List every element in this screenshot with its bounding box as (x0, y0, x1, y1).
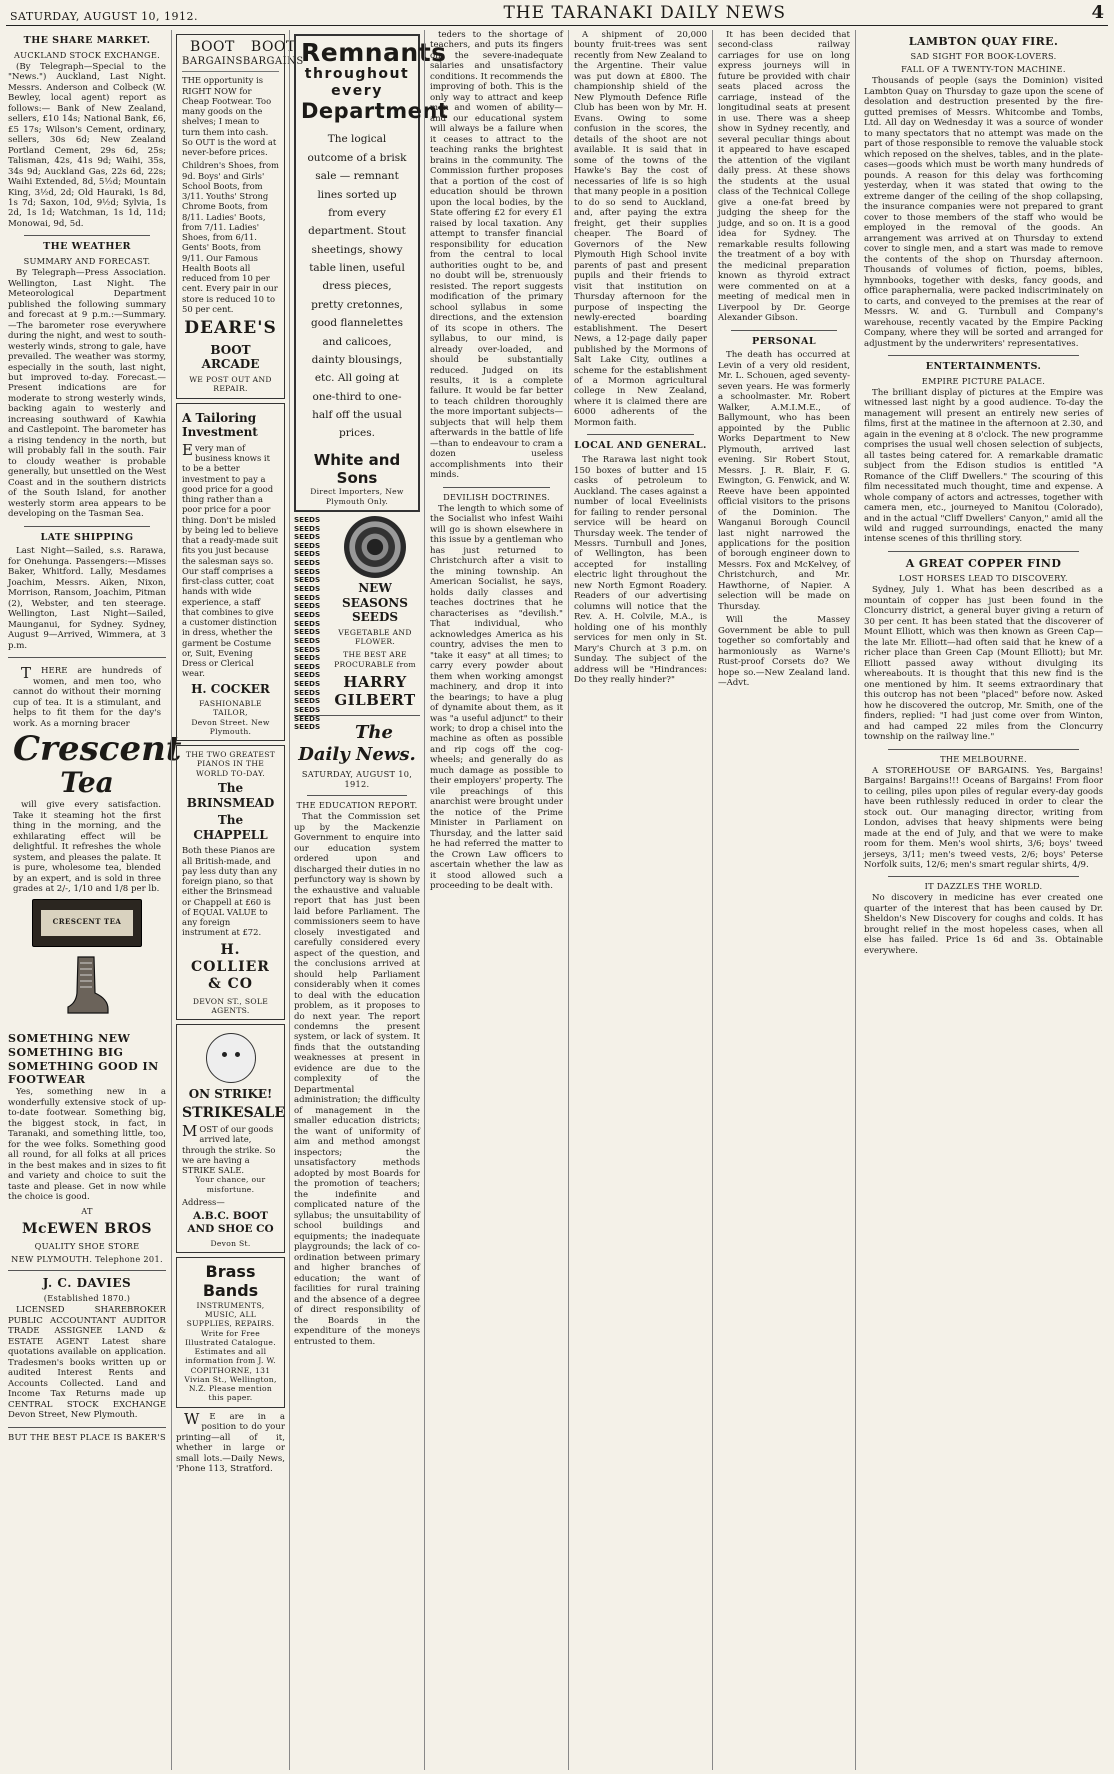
divider (888, 876, 1079, 877)
seeds-vegetable: VEGETABLE AND FLOWER. (338, 627, 412, 647)
paper-name: THE TARANAKI DAILY NEWS (503, 3, 787, 23)
footwear-text: Yes, something new in a wonderfully extensive stock of up-to-date footwear. Something big, the biggest stock, in fact, in Taranaki, and something little, too, for the wee folks. Something good all round, for all folks at all prices in the best makes and in sizes to fit and variety and choice to suit the taste and please. Get in now while the choice is good. (8, 1087, 166, 1203)
remnants-ad (294, 34, 449, 512)
davies-name: J. C. DAVIES (42, 1275, 132, 1290)
on-strike-banner: ON STRIKE! (188, 1087, 273, 1102)
brass-bands-ad (176, 1257, 285, 1408)
davies-text: LICENSED SHAREBROKER PUBLIC ACCOUNTANT AUDITOR TRADE ASSIGNEE LAND & ESTATE AGENT Latest share quotations available on application. Tradesmen's books written up or audited Interest Rents and Accounts Collected. Land and Income Tax Returns made up CENTRAL STOCK EXCHANGE Devon Street, New Plymouth. (8, 1305, 166, 1421)
copper-text: Sydney, July 1. What has been described as a mountain of copper has just been found in the Cloncurry district, a general buyer giving a return of 30 per cent. It has been stated that the discoverer of Mount Elliott, which was then known as Green Cap—the late Mr. Elliott—had often said that he knew of a richer place than Green Cap (Mount Elliott); but Mr. Elliott passed away without divulging its whereabouts. It is thought that this new find is the one mentioned by him. It seems extraordinary that this outcrop has not been "placed" before now. Asked how he discovered the outcrop, Mr. Smith, one of the finders, replied: "I had just come over from Winton, and had camped 22 miles from the Cloncurry township on the railway line." (864, 585, 1103, 743)
remnants-department: Department (301, 99, 449, 124)
strike-text: MOST of our goods arrived late, through the strike. So we are having a STRIKE SALE. (182, 1122, 276, 1176)
new-seasons-seeds: NEW SEASONS SEEDS (342, 580, 408, 625)
davies-established: (Established 1870.) (43, 1293, 131, 1304)
chappell-name: The CHAPPELL (193, 813, 268, 842)
devilish-text: The length to which some of the Socialist who infest Waihi will go is shown elsewhere in this issue by a gentleman who has just returned to Christchurch after a visit to the mining township. An American Socialist, he says, holds daily classes and teaches doctrines that he characterises as "devilish." That individual, who acknowledges America as his country, advises the men to "take it easy" at all times; to carry every powder about them when working amongst machinery, and drop it into the bearings; to have a plug of dynamite about them, as it was "a useful adjunct" to their work; to drop a chisel into the machine as often as possible and rip cogs off the cog-wheels; and generally do as much damage as possible to their employers' property. The vile preachings of this anarchist were brought under the notice of the Prime Minister in Parliament on Thursday, and the latter said he had referred the matter to the Crown Law officers to ascertain whether the law as it stood allowed such a proceeding to be dealt with. (430, 503, 563, 892)
boot-arcade-name: BOOT ARCADE (201, 342, 260, 372)
seeds-body (330, 516, 420, 709)
copper-heading: A GREAT COPPER FIND (905, 556, 1062, 570)
lambton-subheading-2: FALL OF A TWENTY-TON MACHINE. (901, 64, 1066, 75)
columns (6, 30, 1108, 1770)
column-2 (171, 30, 304, 1770)
cocker-sub: FASHIONABLE TAILOR, (199, 699, 262, 718)
education-continued: teders to the shortage of teachers, and puts its fingers on the severe-inadequate salaries and unsatisfactory conditions. It recommends the improving of both. This is the only way to attract and keep men and women of ability—and our educational system will always be a failure when it ceases to attract to the teaching ranks the brightest brains in the community. The Commission further proposes that a portion of the cost of education should be thrown upon the local bodies, by the State offering £2 for every £1 raised by local taxation. Any attempt to transfer financial responsibility for education from the central to local authorities ought to be, and no doubt will be, strenuously resisted. The report suggests modification of the primary school syllabus in some directions, and the extension of its scope in others. The syllabus, to our mind, is already over-loaded, and should be substantially reduced. Judged on its results, it is a complete failure. It would be far better to teach children thoroughly the more important subjects—subjects that will help them afterwards in the battle of life—than to endeavour to cram a dozen useless accomplishments into their minds. (430, 30, 563, 481)
strike-chance: Your chance, our misfortune. (195, 1175, 266, 1194)
share-market-heading: THE SHARE MARKET. (23, 35, 151, 46)
boot-left-sub: BARGAINS (182, 56, 243, 68)
abc-name: A.B.C. BOOT AND SHOE CO (187, 1210, 274, 1235)
baby-face-icon (206, 1033, 256, 1083)
abc-address: Devon St. (210, 1238, 251, 1248)
flower-icon (344, 516, 406, 578)
tailoring-text: Every man of business knows it to be a better investment to pay a good price for a good thing rather than a poor price for a poor thing. Don't be misled by being led to believe that a ready-made suit fits you just because the salesman says so. Our staff comprises a first-class cutter, coat hands with wide experience, a staff that combines to give a customer distinction in dress, whether the garment be Costume or, Suit, Evening Dress or Clerical wear. (182, 440, 279, 679)
column-4 (424, 30, 568, 1770)
entertainments-text: The brilliant display of pictures at the Empire was witnessed last night by a good audience. To-day the management will present an entirely new series of films, first at the matinee in the afternoon at 2.30, and again in the evening at 8 o'clock. The new programme comprises the usual well chosen selection of subjects, all tastes being catered for. A remarkable dramatic subject from the Edison studios is entitled "A Romance of the Cliff Dwellers." The scouring of this film necessitated much thought, time and expense. A whole company of actors and actresses, together with camera men, etc., journeyed to Manitou (Colorado), and in the actual "Cliff Dwellers' Canyon," amid all the wild and rugged surroundings, enacted the many intense scenes of this thrilling story. (864, 387, 1103, 545)
mcewen-address: NEW PLYMOUTH. Telephone 201. (11, 1253, 163, 1264)
brinsmead-name: The BRINSMEAD (186, 780, 275, 810)
brass-bands-text: INSTRUMENTS, MUSIC, ALL SUPPLIES, REPAIRS. Write for Free Illustrated Catalogue. Estimates and all information from J. W. COPITHORNE, 131 Vivian St., Wellington, N.Z. Please mention this paper. (184, 1300, 277, 1403)
divider (888, 551, 1079, 552)
collier-address: DEVON ST., SOLE AGENTS. (192, 996, 269, 1016)
melbourne-text: A STOREHOUSE OF BARGAINS. Yes, Bargains! Bargains! Bargains!!! Oceans of Bargains! From floor to ceiling, piles upon piles of regular every-day goods have been ruthlessly reduced in order to clear the stock out. Our managing director, writing from London, advises that heavy shipments were being made at the end of July, and that we were to make room for them. Men's wool shirts, 3/6; boys' tweed jerseys, 3/11; men's tweed vests, 2/6; boys' Peterse Norfolk suits, 12/6; men's smart regular shirts, 4/9. (864, 765, 1103, 870)
strike-word: STRIKE (182, 1104, 244, 1121)
crescent-tea-ad (8, 662, 182, 1026)
divider (443, 487, 549, 488)
shipping-text: Last Night—Sailed, s.s. Rarawa, for Onehunga. Passengers:—Misses Baker, Whitford. Lally, Mesdames Joachim, Messrs. Aiken, Nixon, Morrison, Ransom, Joachim, Pitman (2), Webster, and ten steerage. Wellington, Last Night—Sailed, Maunganui, for Sydney. Sydney, August 9—Arrived, Wimmera, at 3 p.m. (8, 546, 166, 651)
lambton-subheading: SAD SIGHT FOR BOOK-LOVERS. (910, 51, 1057, 62)
lambton-text: Thousands of people (says the Dominion) visited Lambton Quay on Thursday to gaze upon the scene of desolation and destruction presented by the fire-gutted premises of Messrs. Whitcombe and Tombs, Ltd. All day on Wednesday it was a source of wonder to many spectators that no attempt was made on the part of those responsible to remove the valuable stock which reposed on the shelves, tables, and in the plate-cases—goods which must be worth many hundreds of pounds. A reason for this delay was forthcoming yesterday, when it was stated that owing to the extreme danger of the ceiling of the shop collapsing, the insurance companies were not prepared to grant cover to those members of the staff who would be employed in the removal of the goods. An arrangement was arrived at on Thursday to extend cover to single men, and a start was made to remove the contents of the shop on Thursday afternoon. Thousands of volumes of fiction, poems, bibles, hymnbooks, together with desks, fancy goods, and office paraphernalia, were packed indiscriminately on to carts, and conveyed to the premises at the rear of Messrs. W. and G. Turnbull and Company's warehouse, recently vacated by the Empire Packing Company, where they will be sorted and arranged for adjustment by the underwriters' representatives. (864, 76, 1103, 349)
boot-bargains-prices: Children's Shoes, from 9d. Boys' and Girls' School Boots, from 3/11. Youths' Strong Chrome Boots, from 8/11. Ladies' Boots, from 7/11. Ladies' Shoes, from 6/11. Gents' Boots, from 9/11. Our Famous Health Boots all reduced from 10 per cent. Every pair in our store is reduced 10 to 50 per cent. (182, 160, 279, 314)
boot-right: BOOT (250, 39, 296, 55)
footwear-heading: SOMETHING NEW SOMETHING BIG SOMETHING GOOD IN FOOTWEAR (8, 1032, 159, 1087)
column-7 (855, 30, 1108, 1770)
daily-news-date: SATURDAY, AUGUST 10, 1912. (301, 769, 413, 790)
education-text: That the Commission set up by the Mackenzie Government to enquire into our education system ordered upon and discharged their duties in no perfunctory way is shown by the exhaustive and valuable report that has just been laid before Parliament. The commissioners seem to have closely investigated and carefully considered every aspect of the question, and the conclusions arrived at should help Parliament considerably when it comes to deal with the education problem, as it proposes to do next year. The report condemns the present system, or lack of system. It finds that the outstanding weaknesses at present in evidence are due to the complexity of the Departmental administration; the difficulty of management in the smaller education districts; the want of uniformity of aim and method amongst inspectors; the unsatisfactory methods adopted by most Boards for the promotion of teachers; the indefinite and complicated nature of the syllabus; the unsuitability of school buildings and equipments; the inadequate playgrounds; the lack of co-ordination between primary and higher branches of education; the want of facilities for rural training and the absence of a degree of direct responsibility of the Boards in the expenditure of the moneys entrusted to them. (294, 812, 420, 1347)
sale-word: SALE (243, 1104, 286, 1121)
personal-heading: PERSONAL (752, 335, 816, 347)
column-5 (568, 30, 712, 1770)
tailoring-ad (176, 403, 285, 742)
white-sons-name: White and Sons (313, 450, 401, 488)
local-general-text: The Rarawa last night took 150 boxes of butter and 15 casks of petroleum to Auckland. The cases against a number of local Eveelinists for failing to render personal service will be heard on Thursday week. The tender of Messrs. Turnbull and Jones, of Wellington, has been accepted for installing electric light throughout the new North Egmont Roadery. Readers of our advertising columns will notice that the Rev. A. H. Colvile, M.A., is holding one of his monthly services for men only in St. Mary's Church at 3 p.m. on Sunday. The subject of the address will be "Hindrances: Do they really hinder?" (574, 455, 707, 686)
divider (24, 235, 150, 236)
entertainments-heading: ENTERTAINMENTS. (925, 361, 1042, 372)
lambton-heading: LAMBTON QUAY FIRE. (908, 35, 1059, 48)
divider (8, 657, 166, 658)
seeds-list: SEEDS SEEDS SEEDS SEEDS SEEDS SEEDS SEEDS SEEDS SEEDS SEEDS SEEDS SEEDS SEEDS SEEDS SEEDS SEEDS SEEDS SEEDS SEEDS SEEDS SEEDS SEEDS SEEDS SEEDS SEEDS (294, 514, 321, 732)
daily-news-title: The Daily News. (298, 722, 416, 766)
boot-bargains-text: THE opportunity is RIGHT NOW for Cheap Footwear. Too many goods on the shelves; I mean to turn them into cash. So OUT is the word at never-before prices. (182, 75, 277, 158)
divider (8, 1270, 166, 1271)
education-heading: THE EDUCATION REPORT. (296, 800, 418, 811)
column-1 (6, 30, 182, 1770)
strike-sale-banner (182, 1104, 286, 1121)
remnants-throughout: throughout every (304, 66, 410, 100)
weather-heading: THE WEATHER (43, 241, 131, 253)
boot-illustration-icon (64, 955, 110, 1015)
divider (888, 749, 1079, 750)
pianos-text: Both these Pianos are all British-made, and pay less duty than any foreign piano, so that either the Brinsmead or Chappell at £60 is of EQUAL VALUE to any foreign instrument at £72. (182, 845, 278, 938)
tea-wordmark: Tea (60, 766, 114, 800)
column-3 (289, 30, 449, 1770)
tea-tin-label: CRESCENT TEA (41, 910, 133, 936)
personal-text: The death has occurred at Levin of a very old resident, Mr. L. Schouen, aged seventy-seven years. He was formerly a schoolmaster. Mr. Robert Walker, A.M.I.M.E., of Ballymount, who has been appointed by the Public Works Department to New Plymouth, arrived last evening. Sir Robert Stout, Messrs. J. R. Blair, F. G. Ewington, G. Fenwick, and W. Reeve have been appointed official visitors to the prisons of the Dominion. The Wanganui Borough Council last night narrowed the applications for the position of borough engineer down to Messrs. Fox and McKelvey, of Christchurch, and Mr. Hawthorne, of Napier. A selection will be made on Thursday. (718, 350, 850, 612)
weather-subheading: SUMMARY AND FORECAST. (23, 256, 151, 267)
devilish-heading: DEVILISH DOCTRINES. (443, 491, 550, 502)
seeds-best: THE BEST ARE PROCURABLE from (334, 650, 416, 669)
dazzles-text: No discovery in medicine has ever created one quarter of the interest that has been caused by Dr. Sheldon's New Discovery for coughs and colds. It has brought relief in the most hopeless cases, when all else has failed. Price 1s 6d and 3s. Obtainable everywhere. (864, 893, 1103, 956)
seeds-ad (294, 514, 420, 732)
best-place-line: BUT THE BEST PLACE IS BAKER'S (8, 1431, 166, 1442)
mcewen-store: QUALITY SHOE STORE (34, 1240, 140, 1251)
divider (307, 795, 408, 796)
boot-bargains-ad (176, 34, 304, 399)
harry-gilbert-name: HARRY GILBERT (334, 672, 416, 710)
boot-left: BOOT (190, 39, 235, 55)
pianos-ad (176, 745, 285, 1020)
remnants-title: Remnants (301, 38, 447, 67)
crescent-text: will give every satisfaction. Take it steaming hot the first thing in the morning, and the exhilarating effect will be delightful. It refreshes the whole system, and pleases the palate. It is pure, wholesome tea, blended by an expert, and is sold in three grades at 2/-, 1/10 and 1/8 per lb. (13, 800, 161, 895)
deares-name: DEARE'S (184, 318, 277, 339)
address-line (182, 1197, 279, 1207)
printing-notice: WE are in a position to do your printing—all of it, whether in large or small lots.—Daily News, 'Phone 113, Stratford. (176, 1409, 285, 1475)
divider (8, 1427, 166, 1428)
at-label: AT (81, 1205, 93, 1216)
pianos-heading: THE TWO GREATEST PIANOS IN THE WORLD TO-DAY. (185, 750, 276, 778)
copper-subheading: LOST HORSES LEAD TO DISCOVERY. (899, 573, 1068, 584)
crescent-intro: THERE are hundreds of women, and men too, who cannot do without their morning cup of tea. It is a stimulant, and helps to fit them for the day's work. As a morning bracer (13, 664, 161, 729)
address-label: Address— (182, 1196, 225, 1207)
tea-tin-image (32, 899, 142, 947)
divider (587, 434, 693, 435)
strike-sale-ad (176, 1024, 285, 1253)
column-6 (712, 30, 855, 1770)
weather-text: By Telegraph—Press Association. Wellington, Last Night. The Meteorological Department published the following summary and forecast at 9 p.m.:—Summary.—The barometer rose everywhere during the night, and west to south-westerly winds, strong to gale, have prevailed. The weather was stormy, especially in the south, last night, but improved to-day. Forecast.—Present indications are for moderate to strong westerly winds, backing again to westerly and increasing southward of Kawhia and Castlepoint. The barometer has a rising tendency in the north, but will probably fall in the south. Fair to cloudy weather is probable generally, but unsettled on the West Coast and in the southern districts of the South Island, for another westerly storm area appears to be developing on the Tasman Sea. (8, 268, 166, 520)
column-5-text: A shipment of 20,000 bounty fruit-trees was sent recently from New Zealand to the Argentine. Their value was put down at £800. The championship shield of the New Plymouth Defence Rifle Club has been won by Mr. H. Evans. Owing to some confusion in the scores, the details of the shoot are not available. It is said that in some of the towns of the Hawke's Bay the cost of necessaries of life is so high that many people in a position to do so send to Auckland, and, after paying the extra freight, get their supplies cheaper. The Board of Governors of the New Plymouth High School invite parents of past and present pupils and their friends to visit that institution on Thursday afternoon for the purpose of inspecting the newly-erected boarding establishment. The Desert News, a 12-page daily paper published by the Mormons of Salt Lake City, outlines a scheme for the establishment of a Mormon agricultural college in New Zealand, where it is claimed there are 6000 adherents of the Mormon faith. (574, 30, 707, 428)
divider (24, 526, 150, 527)
remnants-body: The logical outcome of a brisk sale — remnant lines sorted up from every department. Stout sheetings, showy table linen, useful dress pieces, pretty cretonnes, good flannelettes and calicoes, dainty blousings, etc. All going at one-third to one-half off the usual prices. (307, 133, 407, 440)
share-market-subheading: AUCKLAND STOCK EXCHANGE. (13, 49, 161, 60)
crescent-wordmark: Crescent (13, 729, 182, 770)
tailoring-heading: A Tailoring Investment (182, 410, 258, 440)
mcewen-bros-name: McEWEN BROS (21, 1220, 153, 1237)
issue-date: SATURDAY, AUGUST 10, 1912. (10, 10, 199, 23)
cocker-name: H. COCKER (191, 681, 270, 696)
collier-name: H. COLLIER & CO (191, 941, 270, 992)
entertainments-subheading: EMPIRE PICTURE PALACE. (921, 375, 1046, 386)
boot-bargains-header (182, 39, 304, 72)
boot-right-sub: BARGAINS (242, 56, 304, 68)
column-6-text: It has been decided that second-class railway carriages for use on long express journeys will in future be provided with chair seats placed across the carriage, instead of the longitudinal seats at present in use. There was a sheep show in Sydney recently, and several peculiar things about it appeared to have escaped the attention of the vigilant daily press. At these shows the students at the usual class of the Technical College give a one-fat breed by judging the sheep for the judge, and so on. It is a good idea for Sydney. The remarkable results following the treatment of a boy with the medicinal preparation known as thyroid extract were commented on at a meeting of medical men in Liverpool by Dr. George Alexander Gibson. (718, 30, 850, 324)
masthead (6, 4, 1108, 26)
divider (731, 330, 837, 331)
white-sons-sub: Direct Importers, New Plymouth Only. (310, 487, 404, 506)
brass-bands-title: Brass Bands (202, 1261, 259, 1301)
share-market-text: (By Telegraph—Special to the "News.") Auckland, Last Night. Messrs. Anderson and Colbeck (W. Bewley, local agent) report as follows:— Bank of New Zealand, sellers, £10 14s; National Bank, £6, £5 17s; Wilson's Cement, ordinary, sellers, 30s 6d; New Zealand Portland Cement, 29s 6d, 25s; Talisman, 42s, 41s 9d; Waihi, 35s, 34s 9d; Auckland Gas, 22s 6d, 22s; Waihi Extended, 8d, 5½d; Mountain King, 3½d, 2d; Old Hauraki, 1s 8d, 1s 7d; Saxon, 10d, 9½d; Sylvia, 1s 2d, 1s 1d; Watchman, 1s 1d, 11d; Monowai, 9d, 5d. (8, 61, 166, 229)
page-number: 4 (1091, 2, 1104, 23)
melbourne-heading: THE MELBOURNE. (940, 753, 1027, 764)
massey-advt: Will the Massey Government be able to pull together so comfortably and harmoniously as Warne's Rust-proof Corsets do? We hope so.—New Zealand land.—Advt. (718, 615, 850, 689)
deares-note: WE POST OUT AND REPAIR. (189, 375, 272, 394)
cocker-address: Devon Street. New Plymouth. (191, 717, 270, 736)
divider (888, 355, 1079, 356)
local-general-heading: LOCAL AND GENERAL. (574, 440, 707, 452)
dazzles-heading: IT DAZZLES THE WORLD. (924, 881, 1043, 892)
shipping-heading: LATE SHIPPING (40, 531, 134, 543)
